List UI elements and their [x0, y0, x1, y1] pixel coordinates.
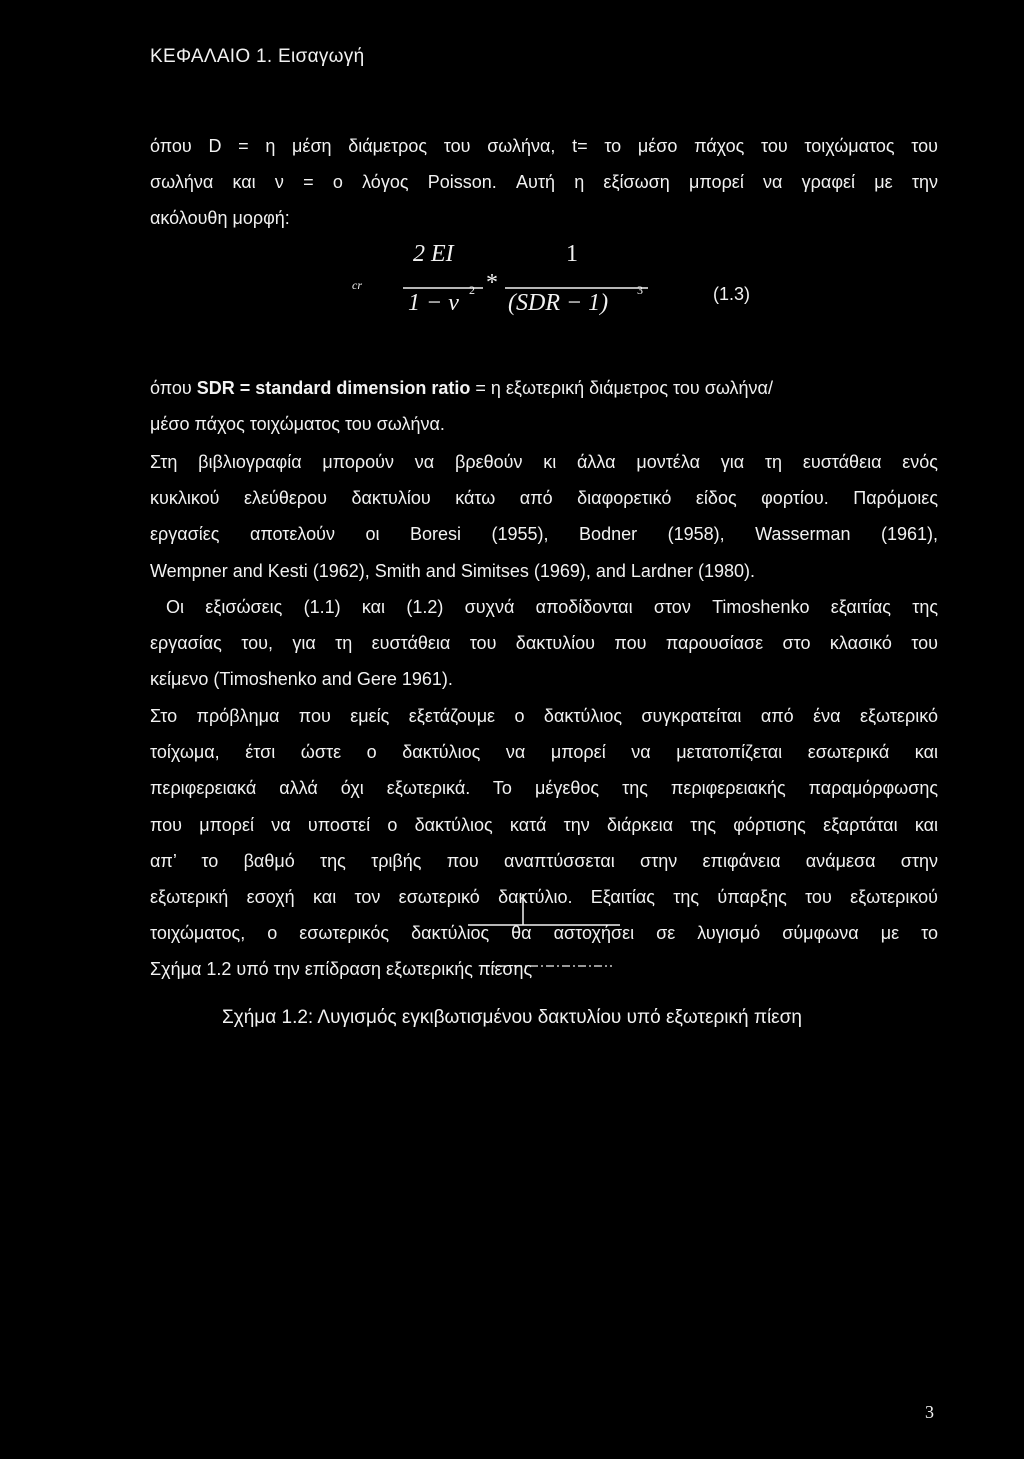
equation-numerator-2: 1 — [566, 241, 578, 267]
paragraph-literature — [150, 444, 938, 589]
text-line: όπου D = η μέση διάμετρος του σωλήνα, t= το μέσο πάχος του τοιχώματος του — [150, 136, 938, 156]
equation-subscript: cr — [352, 278, 362, 292]
text-span: όπου — [150, 378, 197, 398]
page-number: 3 — [925, 1402, 934, 1422]
chapter-header: ΚΕΦΑΛΑΙΟ 1. Εισαγωγή — [150, 46, 365, 67]
text-line: εργασίες αποτελούν οι Boresi (1955), Bodner (1958), Wasserman (1961), — [150, 524, 938, 545]
equation-label: (1.3) — [713, 284, 751, 304]
text-line: ακόλουθη μορφή: — [150, 208, 290, 229]
paragraph-definitions — [150, 128, 938, 237]
sdr-definition: SDR = standard dimension ratio — [196, 378, 471, 398]
text-line: εξωτερική εσοχή και τον εσωτερικό δακτύλιο. Εξαιτίας της ύπαρξης του εξωτερικού — [150, 887, 938, 908]
paragraph-sdr — [150, 370, 938, 442]
paragraph-timoshenko-cont — [150, 625, 938, 697]
text-line: σωλήνα και ν = ο λόγος Poisson. Αυτή η εξίσωση μπορεί να γραφεί με την — [150, 172, 938, 193]
text-span: = η εξωτερική διάμετρος του σωλήνα/ — [470, 378, 773, 398]
paragraph-timoshenko — [166, 589, 938, 625]
paragraph-problem — [150, 698, 938, 988]
text-line: Στη βιβλιογραφία μπορούν να βρεθούν κι άλλα μοντέλα για τη ευστάθεια ενός — [150, 452, 938, 472]
text-line: Wempner and Kesti (1962), Smith and Simitses (1969), and Lardner (1980). — [150, 560, 755, 581]
text-line — [150, 370, 938, 406]
text-line: Στο πρόβλημα που εμείς εξετάζουμε ο δακτύλιος συγκρατείται από ένα εξωτερικό — [150, 706, 938, 726]
text-line: Σχήμα 1.2 υπό την επίδραση εξωτερικής πίεσης — [150, 959, 533, 980]
text-line: κυκλικού ελεύθερου δακτυλίου κάτω από διαφορετικό είδος φορτίου. Παρόμοιες — [150, 488, 938, 509]
equation-exponent-1: 2 — [469, 283, 475, 297]
text-line: τοίχωμα, έτσι ώστε ο δακτύλιος να μπορεί να μετατοπίζεται εσωτερικά και — [150, 742, 938, 763]
text-line: εργασίας του, για τη ευστάθεια του δακτυλίου που παρουσίασε στο κλασικό του — [150, 633, 938, 653]
equation-times: * — [486, 270, 498, 296]
equation-denominator-1: 1 − ν — [408, 290, 459, 316]
text-line: απ’ το βαθμό της τριβής που αναπτύσσεται στην επιφάνεια ανάμεσα στην — [150, 850, 938, 871]
text-line: περιφερειακά αλλά όχι εξωτερικά. Το μέγεθος της περιφερειακής παραμόρφωσης — [150, 778, 938, 799]
equation-denominator-2: (SDR − 1) — [508, 290, 609, 316]
text-line: μέσο πάχος τοιχώματος του σωλήνα. — [150, 414, 445, 435]
text-line: Οι εξισώσεις (1.1) και (1.2) συχνά αποδίδονται στον Timoshenko εξαιτίας της — [166, 597, 938, 617]
figure-caption: Σχήμα 1.2: Λυγισμός εγκιβωτισμένου δακτυλίου υπό εξωτερική πίεση — [222, 1007, 802, 1028]
equation-numerator-1: 2 EI — [413, 241, 454, 267]
text-line: που μπορεί να υποστεί ο δακτύλιος κατά την διάρκεια της φόρτισης εξαρτάται και — [150, 814, 938, 835]
text-line: τοιχώματος, ο εσωτερικός δακτύλιος θα αστοχήσει σε λυγισμό σύμφωνα με το — [150, 923, 938, 944]
equation-exponent-2: 3 — [637, 283, 643, 297]
text-line: κείμενο (Timoshenko and Gere 1961). — [150, 669, 453, 690]
